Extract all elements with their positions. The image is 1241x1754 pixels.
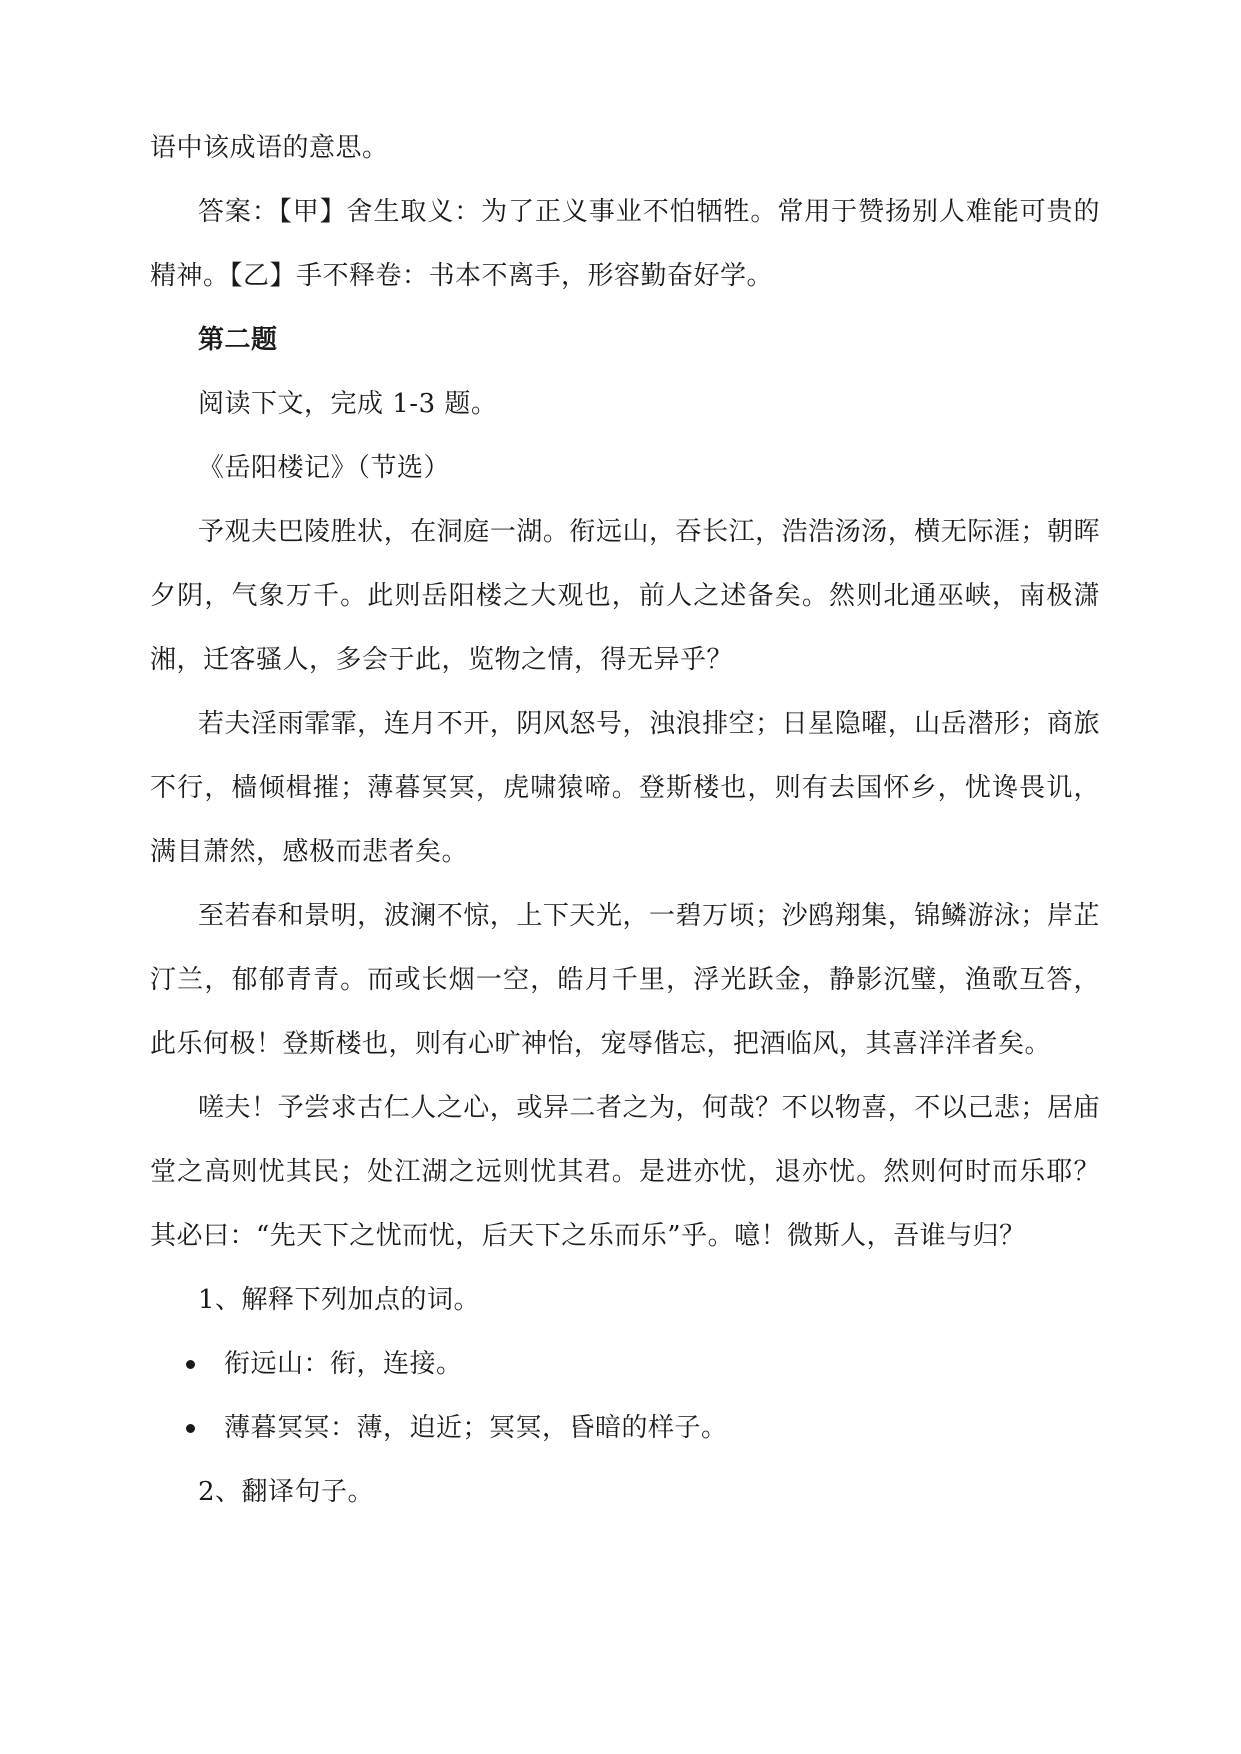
bullet-icon <box>186 1360 195 1369</box>
question-1: 1、解释下列加点的词。 <box>198 1285 481 1315</box>
bullet-text: 薄暮冥冥：薄，迫近；冥冥，昏暗的样子。 <box>224 1413 728 1443</box>
paragraph-instruction: 阅读下文，完成 1-3 题。 <box>198 389 498 419</box>
bullet-icon <box>186 1424 195 1433</box>
passage-paragraph-1: 予观夫巴陵胜状，在洞庭一湖。衔远山，吞长江，浩浩汤汤，横无际涯；朝晖夕阴，气象万千。此则岳阳楼之大观也，前人之述备矣。然则北通巫峡，南极潇湘，迁客骚人，多会于此，览物之情，得无异乎？ <box>150 517 1100 675</box>
bullet-text: 衔远山：衔，连接。 <box>224 1349 463 1379</box>
question-2: 2、翻译句子。 <box>198 1477 375 1507</box>
passage-paragraph-3: 至若春和景明，波澜不惊，上下天光，一碧万顷；沙鸥翔集，锦鳞游泳；岸芷汀兰，郁郁青青。而或长烟一空，皓月千里，浮光跃金，静影沉璧，渔歌互答，此乐何极！登斯楼也，则有心旷神怡，宠辱偕忘，把酒临风，其喜洋洋者矣。 <box>150 901 1100 1059</box>
answer-bullet-list <box>150 1332 1100 1460</box>
passage-title: 《岳阳楼记》（节选） <box>198 453 451 483</box>
list-item <box>150 1396 1100 1460</box>
passage-paragraph-2: 若夫淫雨霏霏，连月不开，阴风怒号，浊浪排空；日星隐曜，山岳潜形；商旅不行，樯倾楫摧；薄暮冥冥，虎啸猿啼。登斯楼也，则有去国怀乡，忧谗畏讥，满目萧然，感极而悲者矣。 <box>150 709 1100 867</box>
list-item <box>150 1332 1100 1396</box>
paragraph-answer: 答案：【甲】舍生取义：为了正义事业不怕牺牲。常用于赞扬别人难能可贵的精神。【乙】手不释卷：书本不离手，形容勤奋好学。 <box>150 197 1100 291</box>
section-heading: 第二题 <box>198 325 278 355</box>
paragraph-answer-intro-tail: 语中该成语的意思。 <box>150 133 389 163</box>
passage-paragraph-4: 嗟夫！予尝求古仁人之心，或异二者之为，何哉？不以物喜，不以己悲；居庙堂之高则忧其民；处江湖之远则忧其君。是进亦忧，退亦忧。然则何时而乐耶？其必曰：“先天下之忧而忧，后天下之乐而乐”乎。噫！微斯人，吾谁与归？ <box>150 1093 1100 1251</box>
